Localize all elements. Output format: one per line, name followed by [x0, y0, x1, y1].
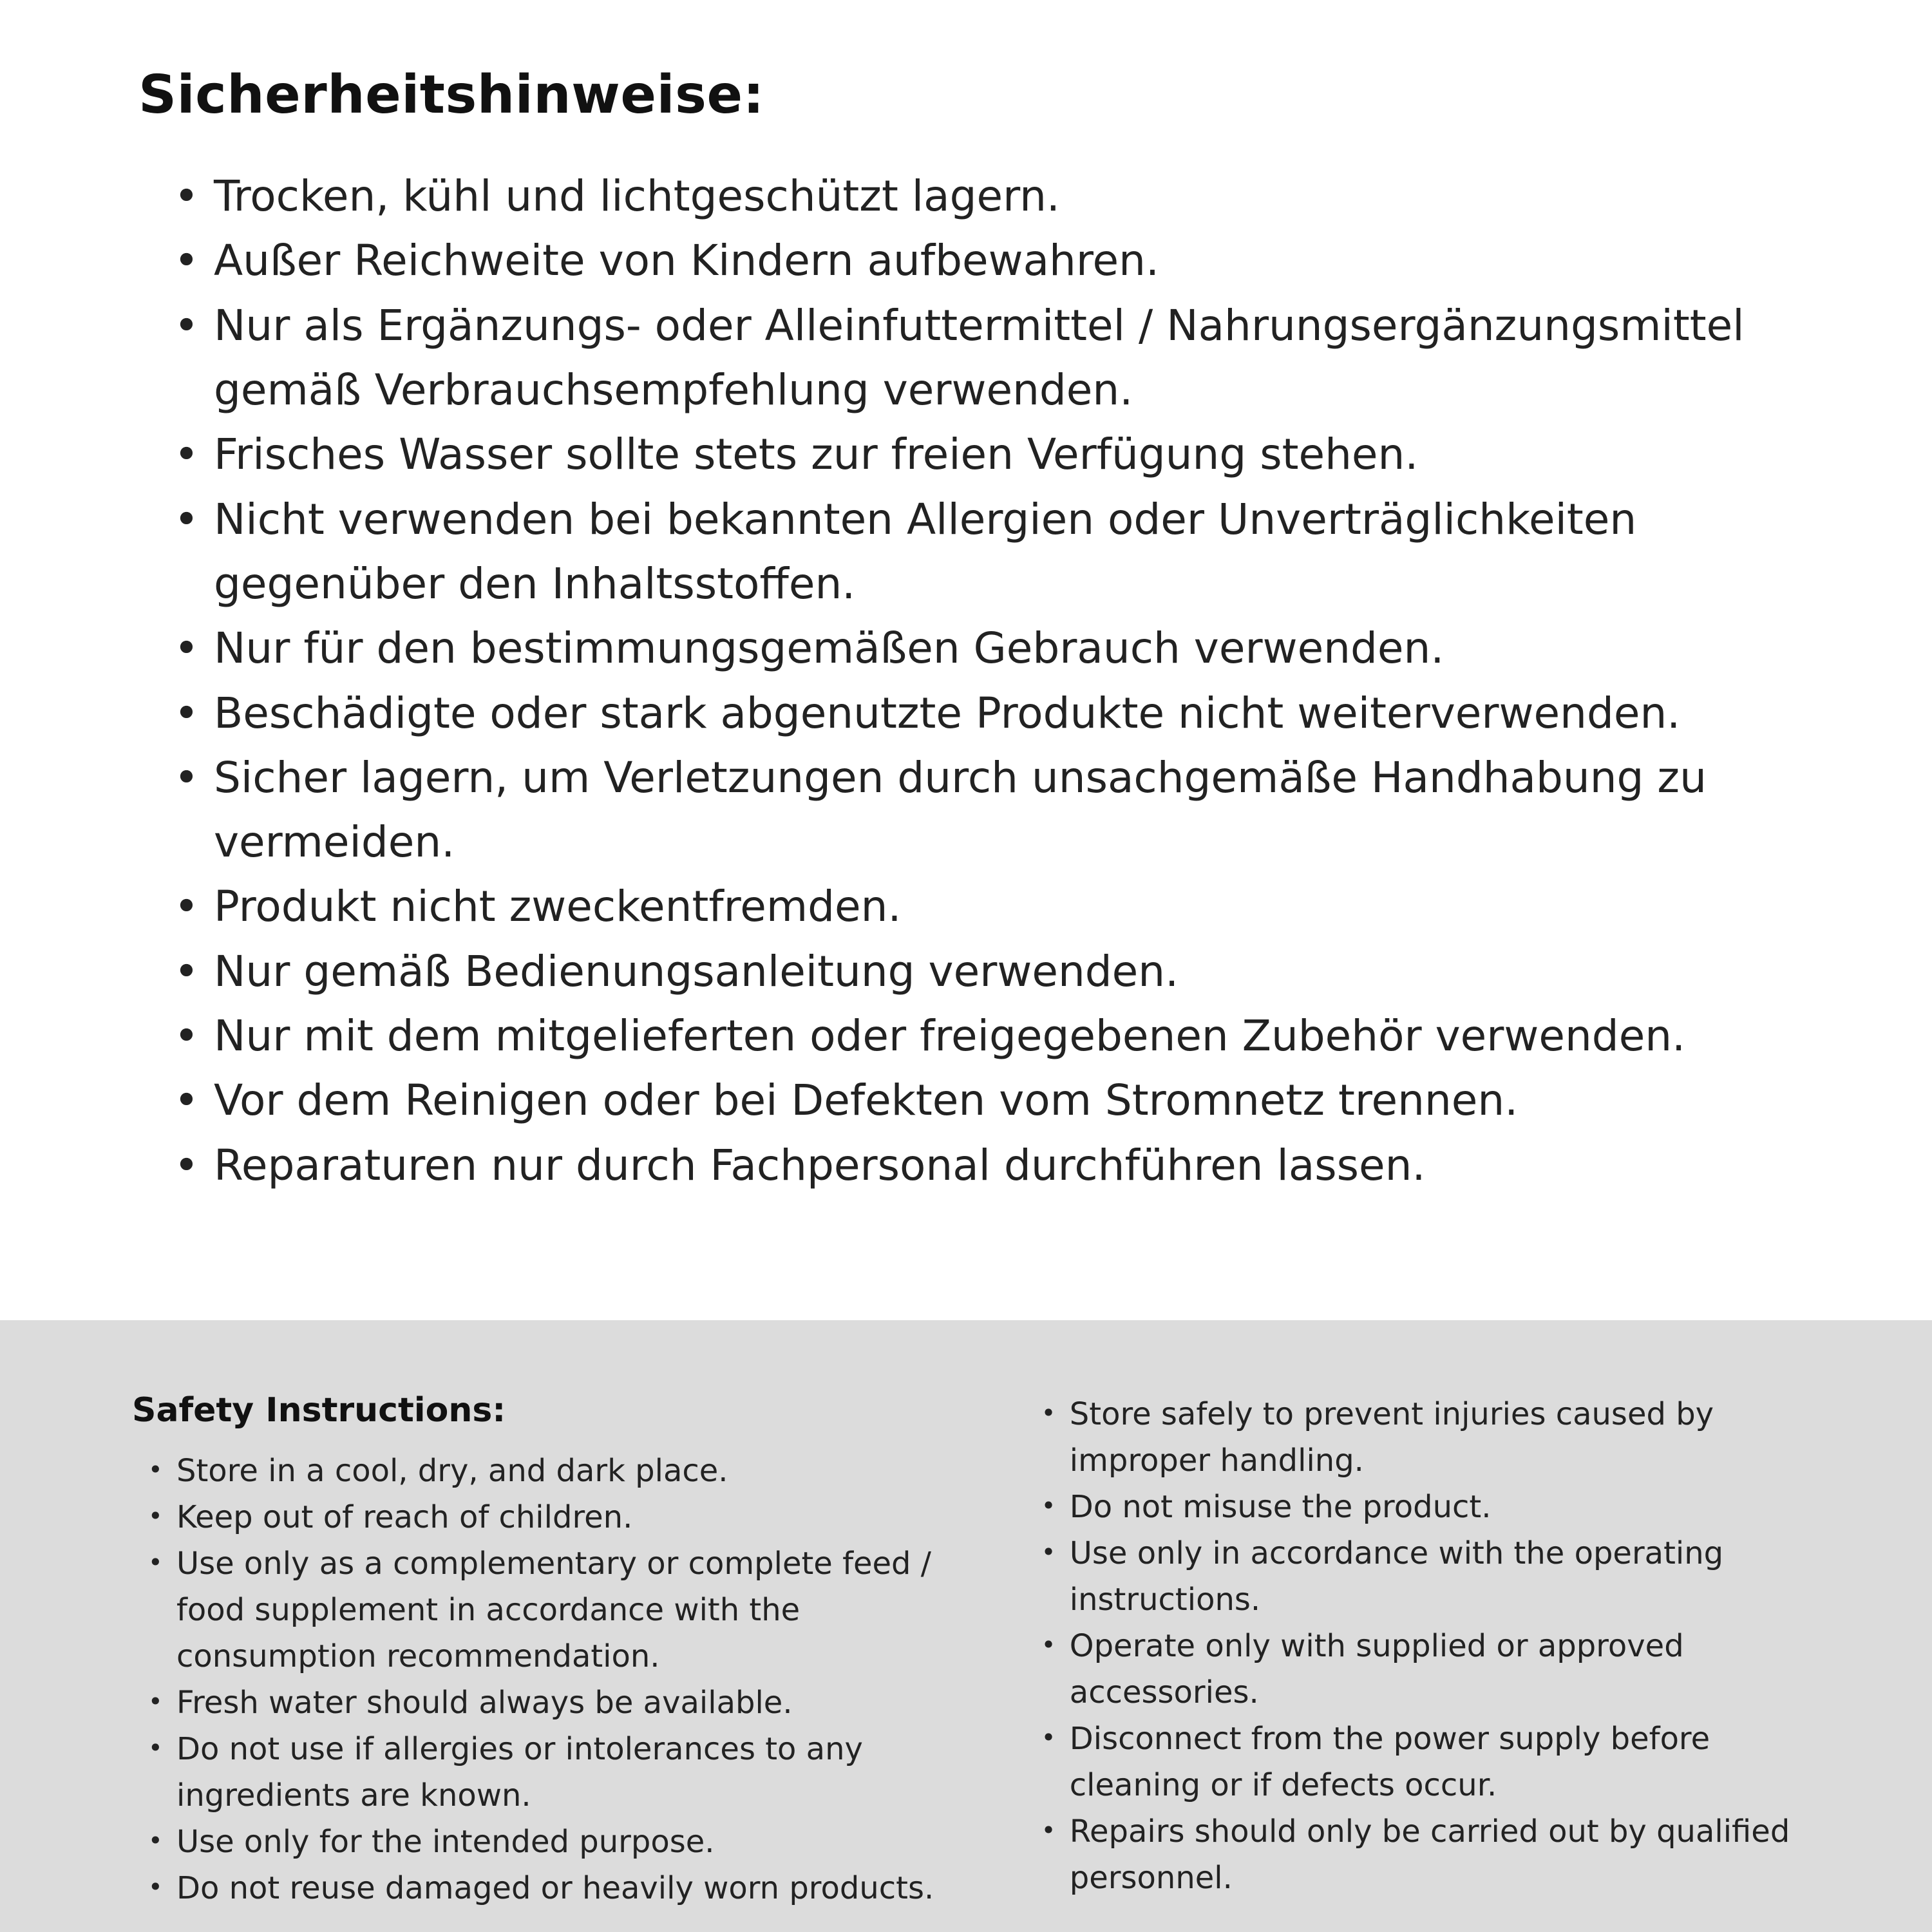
english-right-list — [1041, 1391, 1848, 1901]
list-item: • Reparaturen nur durch Fachpersonal durchführen lassen. — [174, 1133, 1835, 1198]
list-item: • Do not use if allergies or intolerances to any ingredients are known. — [148, 1726, 971, 1819]
list-item: • Nur als Ergänzungs- oder Alleinfuttermittel / Nahrungsergänzungsmittel gemäß Verbrauchsempfehlung verwenden. — [174, 294, 1835, 423]
list-item: • Keep out of reach of children. — [148, 1494, 971, 1540]
english-columns — [132, 1391, 1848, 1911]
list-item: • Produkt nicht zweckentfremden. — [174, 875, 1835, 939]
list-item: • Frisches Wasser sollte stets zur freien Verfügung stehen. — [174, 422, 1835, 487]
list-item: • Repairs should only be carried out by qualified personnel. — [1041, 1808, 1848, 1901]
list-item: • Nur gemäß Bedienungsanleitung verwenden. — [174, 940, 1835, 1004]
list-item: • Use only for the intended purpose. — [148, 1819, 971, 1865]
german-section-title: Sicherheitshinweise: — [138, 64, 764, 126]
english-safety-section — [0, 1320, 1932, 1932]
list-item: • Nur für den bestimmungsgemäßen Gebrauch verwenden. — [174, 616, 1835, 681]
list-item: • Nur mit dem mitgelieferten oder freigegebenen Zubehör verwenden. — [174, 1004, 1835, 1068]
list-item: • Do not reuse damaged or heavily worn products. — [148, 1865, 971, 1911]
list-item: • Store safely to prevent injuries caused by improper handling. — [1041, 1391, 1848, 1484]
list-item: • Nicht verwenden bei bekannten Allergien oder Unverträglichkeiten gegenüber den Inhaltsstoffen. — [174, 488, 1835, 617]
list-item: • Außer Reichweite von Kindern aufbewahren. — [174, 229, 1835, 293]
list-item: • Do not misuse the product. — [1041, 1484, 1848, 1530]
list-item: • Disconnect from the power supply before cleaning or if defects occur. — [1041, 1716, 1848, 1808]
list-item: • Store in a cool, dry, and dark place. — [148, 1448, 971, 1494]
list-item: • Beschädigte oder stark abgenutzte Produkte nicht weiterverwenden. — [174, 681, 1835, 746]
list-item: • Sicher lagern, um Verletzungen durch unsachgemäße Handhabung zu vermeiden. — [174, 746, 1835, 875]
english-left-column — [132, 1391, 971, 1911]
english-section-title: Safety Instructions: — [132, 1391, 506, 1430]
list-item: • Use only as a complementary or complete feed / food supplement in accordance with the consumption recommendation. — [148, 1540, 971, 1680]
list-item: • Fresh water should always be available. — [148, 1680, 971, 1726]
list-item: • Trocken, kühl und lichtgeschützt lagern. — [174, 164, 1835, 229]
list-item: • Use only in accordance with the operating instructions. — [1041, 1530, 1848, 1623]
list-item: • Vor dem Reinigen oder bei Defekten vom Stromnetz trennen. — [174, 1068, 1835, 1133]
english-right-column — [1041, 1391, 1848, 1901]
german-safety-list — [138, 164, 1835, 1198]
list-item: • Operate only with supplied or approved accessories. — [1041, 1623, 1848, 1716]
english-left-list — [132, 1448, 971, 1911]
